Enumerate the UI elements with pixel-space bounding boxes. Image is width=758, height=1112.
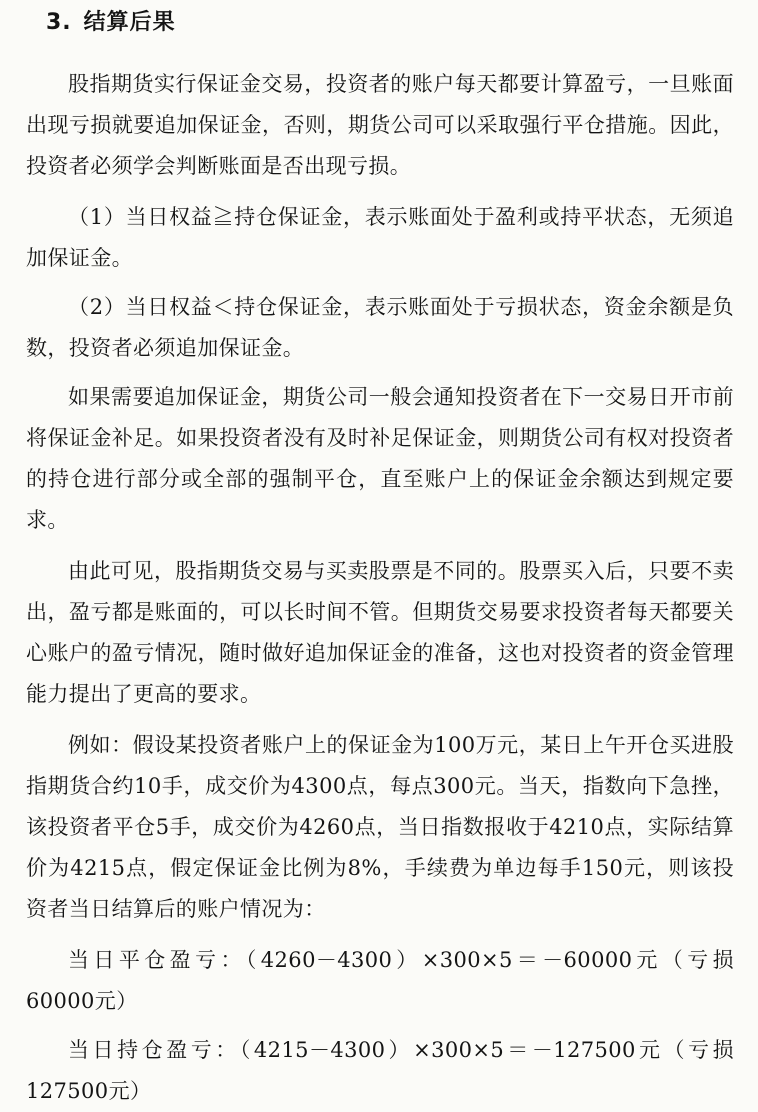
paragraph-holding-pnl: 当日持仓盈亏：（4215－4300）×300×5＝－127500元（亏损127500元） <box>26 1038 734 1103</box>
paragraph-margin-intro: 股指期货实行保证金交易，投资者的账户每天都要计算盈亏，一旦账面出现亏损就要追加保证金，否则，期货公司可以采取强行平仓措施。因此，投资者必须学会判断账面是否出现亏损。 <box>26 72 734 178</box>
paragraph-condition-1: （1）当日权益≧持仓保证金，表示账面处于盈利或持平状态，无须追加保证金。 <box>26 205 734 270</box>
paragraph-closing-pnl: 当日平仓盈亏：（4260－4300）×300×5＝－60000元（亏损60000元） <box>26 948 734 1013</box>
paragraph-margin-call: 如果需要追加保证金，期货公司一般会通知投资者在下一交易日开市前将保证金补足。如果投资者没有及时补足保证金，则期货公司有权对投资者的持仓进行部分或全部的强制平仓，直至账户上的保证金余额达到规定要求。 <box>26 385 734 532</box>
section-heading <box>46 6 734 40</box>
paragraph-condition-2: （2）当日权益＜持仓保证金，表示账面处于亏损状态，资金余额是负数，投资者必须追加保证金。 <box>26 295 734 360</box>
paragraph-comparison: 由此可见，股指期货交易与买卖股票是不同的。股票买入后，只要不卖出，盈亏都是账面的，可以长时间不管。但期货交易要求投资者每天都要关心账户的盈亏情况，随时做好追加保证金的准备，这也对投资者的资金管理能力提出了更高的要求。 <box>26 559 734 706</box>
section-title: 结算后果 <box>83 10 176 35</box>
paragraph-example: 例如：假设某投资者账户上的保证金为100万元，某日上午开仓买进股指期货合约10手，成交价为4300点，每点300元。当天，指数向下急挫，该投资者平仓5手，成交价为4260点，当日指数报收于4210点，实际结算价为4215点，假定保证金比例为8%，手续费为单边每手150元，则该投资者当日结算后的账户情况为： <box>26 733 734 921</box>
section-number: 3. <box>46 10 72 35</box>
